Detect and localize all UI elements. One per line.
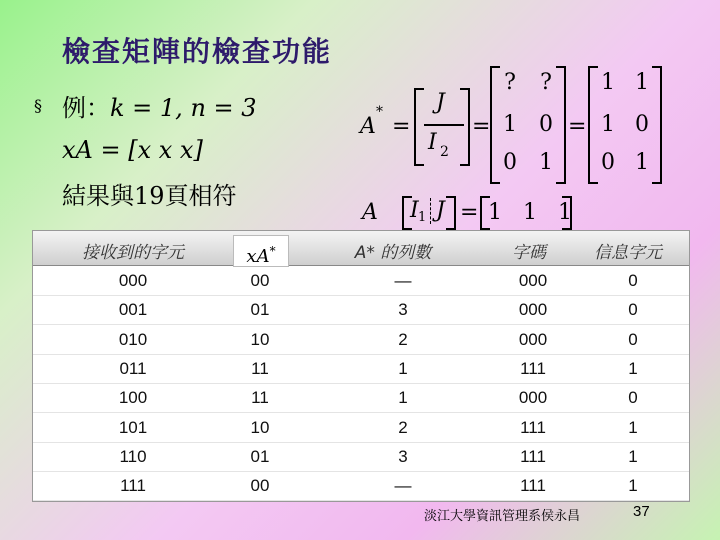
cell-row: 3 — [398, 446, 408, 466]
cell-row: 1 — [398, 358, 408, 378]
cell-received: 000 — [118, 271, 148, 290]
cell-received: 010 — [118, 329, 148, 349]
cell-codeword: 000 — [518, 300, 548, 320]
a-bracket-right — [446, 196, 456, 230]
table-row — [33, 325, 689, 355]
header-codeword: 字碼 — [512, 243, 546, 263]
xa-star: * — [269, 244, 276, 258]
header-astar-row: A* 的列數 — [354, 243, 432, 263]
table-row — [33, 295, 689, 325]
cell-row: 3 — [398, 300, 408, 320]
m1-cell: 0 — [503, 150, 517, 175]
a-row-bracket-right — [562, 196, 572, 230]
xa-star-label — [233, 235, 289, 267]
cell-received: 101 — [118, 417, 148, 437]
header-received: 接收到的字元 — [82, 243, 184, 263]
cell-received: 001 — [118, 300, 148, 320]
cell-row: — — [394, 476, 412, 496]
cell-codeword: 111 — [520, 446, 546, 466]
cell-syndrome: 11 — [251, 388, 269, 408]
cell-codeword: 000 — [518, 388, 548, 408]
cell-syndrome: 11 — [251, 358, 269, 378]
m2-cell: 1 — [635, 150, 649, 175]
example-line-2: xA = [x x x] — [62, 136, 203, 164]
m2-cell: 1 — [635, 70, 649, 95]
a-j: J — [436, 198, 445, 223]
xa-label: xA — [246, 246, 270, 267]
cell-codeword: 111 — [520, 417, 546, 437]
cell-syndrome: 00 — [250, 271, 270, 290]
matrix2-bracket-right — [652, 66, 662, 184]
table-row — [33, 354, 689, 384]
page-title: 檢查矩陣的檢查功能 — [62, 35, 333, 68]
block-divider — [424, 124, 464, 126]
m1-cell: ? — [540, 70, 552, 95]
m2-cell: 1 — [601, 70, 615, 95]
m1-cell: 0 — [539, 112, 553, 137]
cell-codeword: 111 — [520, 358, 546, 378]
block-bracket-left — [414, 88, 424, 166]
equals-2: = — [472, 114, 491, 139]
cell-codeword: 000 — [518, 329, 548, 349]
a-divider — [430, 198, 431, 224]
m1-cell: 1 — [539, 150, 553, 175]
m2-cell: 1 — [601, 112, 615, 137]
square-bullet-icon: § — [34, 96, 42, 115]
cell-syndrome: 01 — [250, 300, 270, 320]
table-row — [33, 413, 689, 443]
cell-info: 1 — [628, 358, 638, 378]
table-row — [33, 442, 689, 472]
cell-syndrome: 10 — [250, 329, 270, 349]
cell-syndrome: 10 — [250, 417, 270, 437]
cell-info: 0 — [628, 271, 638, 290]
cell-row: 2 — [398, 417, 408, 437]
a-star-lhs: A — [360, 114, 376, 139]
decoding-table — [32, 230, 690, 502]
cell-info: 1 — [628, 417, 638, 437]
cell-row: — — [394, 271, 412, 290]
a-row: 1 1 1 — [488, 200, 572, 225]
cell-received: 100 — [118, 388, 148, 408]
cell-received: 110 — [119, 446, 147, 466]
page-number: 37 — [633, 503, 650, 520]
cell-received: 011 — [119, 358, 147, 378]
cell-syndrome: 00 — [250, 476, 270, 496]
m1-cell: ? — [504, 70, 516, 95]
example-line-1 — [62, 88, 257, 123]
example-prefix: 例： — [62, 94, 110, 122]
example-line-3: 結果與19頁相符 — [62, 182, 237, 210]
matrix1-bracket-right — [556, 66, 566, 184]
a-i-sub: 1 — [418, 210, 427, 225]
table-header — [33, 231, 689, 266]
footer-credit: 淡江大學資訊管理系侯永昌 — [424, 509, 581, 524]
a-star-sup: * — [376, 104, 383, 120]
cell-info: 1 — [628, 446, 638, 466]
table-row — [33, 471, 689, 501]
cell-syndrome: 01 — [250, 446, 270, 466]
equals-1: = — [392, 114, 411, 139]
equals-4: = — [460, 200, 479, 225]
table-row — [33, 383, 689, 413]
cell-info: 0 — [628, 300, 638, 320]
k-expression: k = 1, — [110, 94, 191, 122]
a-i: I — [410, 198, 419, 223]
block-i: I — [428, 130, 437, 155]
n-expression: n = 3 — [190, 94, 257, 122]
cell-info: 1 — [628, 476, 638, 496]
block-i-sub: 2 — [440, 144, 449, 160]
m2-cell: 0 — [601, 150, 615, 175]
m1-cell: 1 — [503, 112, 517, 137]
table-row — [33, 266, 689, 296]
equals-3: = — [568, 114, 587, 139]
cell-info: 0 — [628, 388, 638, 408]
cell-codeword: 111 — [520, 476, 546, 496]
block-bracket-right — [460, 88, 470, 166]
cell-codeword: 000 — [518, 271, 548, 290]
cell-row: 1 — [398, 388, 408, 408]
m2-cell: 0 — [635, 112, 649, 137]
header-info: 信息字元 — [594, 243, 662, 263]
cell-received: 111 — [120, 476, 146, 496]
cell-row: 2 — [398, 329, 408, 349]
cell-info: 0 — [628, 329, 638, 349]
a-lhs: A — [362, 200, 378, 225]
block-j: J — [436, 90, 445, 115]
